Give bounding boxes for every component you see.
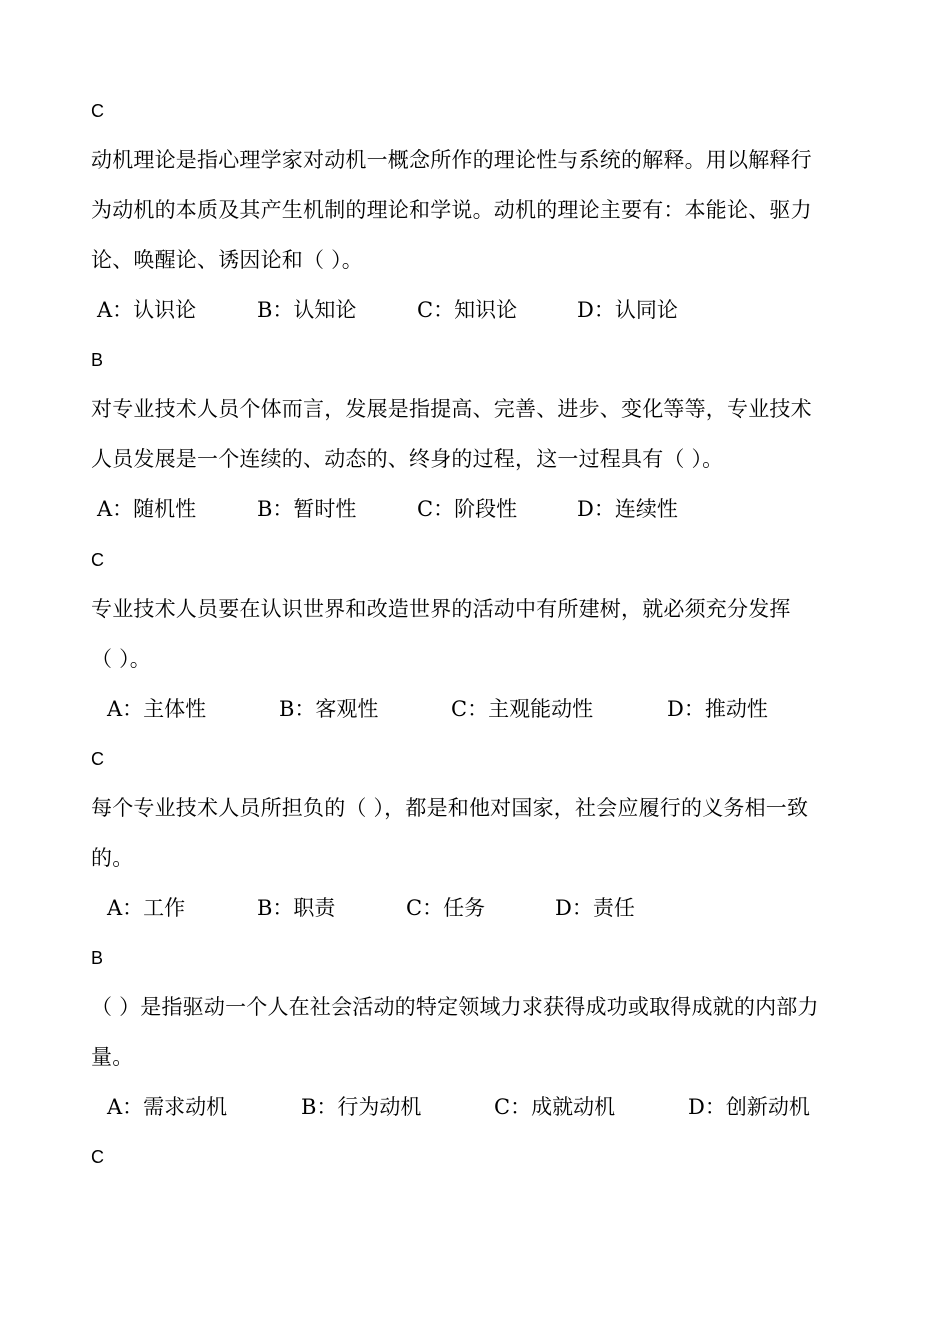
option-c: C：任务 (406, 896, 486, 920)
option-b: B：暂时性 (257, 497, 357, 521)
question-line: 每个专业技术人员所担负的（ ），都是和他对国家，社会应履行的义务相一致 (91, 796, 809, 820)
answer-line: B (91, 350, 104, 370)
option-c: C：主观能动性 (451, 697, 594, 721)
question-line: 对专业技术人员个体而言，发展是指提高、完善、进步、变化等等，专业技术 (91, 397, 812, 421)
question-line: （ ）是指驱动一个人在社会活动的特定领域力求获得成功或取得成就的内部力 (91, 995, 819, 1019)
option-a: A：随机性 (97, 497, 197, 521)
question-line: 动机理论是指心理学家对动机一概念所作的理论性与系统的解释。用以解释行 (91, 148, 812, 172)
option-c: C：成就动机 (494, 1095, 616, 1119)
option-b: B：认知论 (257, 298, 357, 322)
option-b: B：客观性 (279, 697, 379, 721)
question-line: 的。 (91, 846, 134, 870)
option-c: C：知识论 (417, 298, 518, 322)
question-line: 量。 (91, 1045, 134, 1069)
answer-line: C (91, 749, 105, 769)
question-line: 专业技术人员要在认识世界和改造世界的活动中有所建树，就必须充分发挥 (91, 597, 791, 621)
option-d: D：责任 (555, 896, 635, 920)
option-a: A：主体性 (107, 697, 207, 721)
question-line: 论、唤醒论、诱因论和（ ）。 (91, 248, 363, 272)
answer-line: B (91, 948, 104, 968)
option-d: D：连续性 (577, 497, 678, 521)
question-line: （ ）。 (91, 647, 151, 671)
option-d: D：认同论 (577, 298, 678, 322)
option-d: D：推动性 (667, 697, 768, 721)
option-b: B：职责 (257, 896, 336, 920)
option-a: A：工作 (107, 896, 186, 920)
option-c: C：阶段性 (417, 497, 518, 521)
answer-line: C (91, 550, 105, 570)
answer-line: C (91, 1147, 105, 1167)
question-line: 人员发展是一个连续的、动态的、终身的过程，这一过程具有（ ）。 (91, 447, 724, 471)
question-line: 为动机的本质及其产生机制的理论和学说。动机的理论主要有：本能论、驱力 (91, 198, 812, 222)
option-b: B：行为动机 (301, 1095, 422, 1119)
answer-line: C (91, 101, 105, 121)
option-a: A：认识论 (97, 298, 197, 322)
option-d: D：创新动机 (688, 1095, 810, 1119)
option-a: A：需求动机 (107, 1095, 228, 1119)
